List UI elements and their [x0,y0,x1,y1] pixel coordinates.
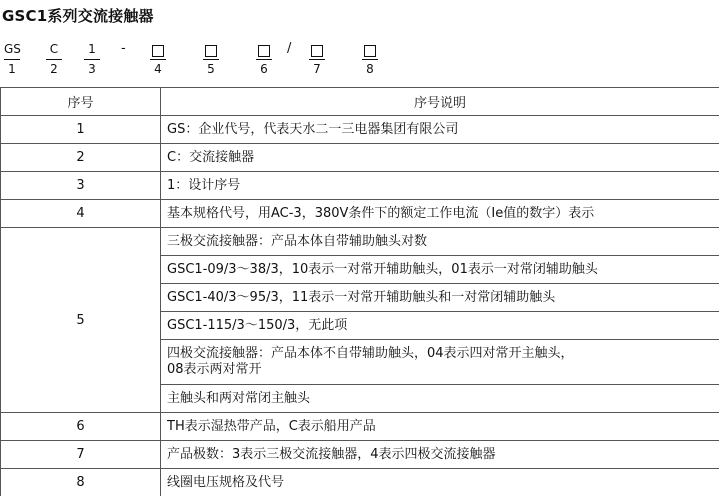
column-header-number: 序号 [1,88,161,116]
row-description: 主触头和两对常闭主触头 [161,385,719,413]
row-description: GSC1-115/3～150/3，无此项 [161,312,719,340]
code-slash: / [287,41,292,56]
model-code-diagram [0,40,719,80]
table-header-row [1,88,719,116]
code-segment-index: 4 [154,62,162,76]
code-segment-index: 6 [260,62,268,76]
code-segment-5 [203,40,219,77]
code-segment-2 [46,40,62,77]
code-segment-7 [309,40,325,77]
row-description: 产品极数：3表示三极交流接触器，4表示四极交流接触器 [161,441,719,469]
document-title: GSC1系列交流接触器 [2,7,154,25]
row-description: GSC1-09/3～38/3，10表示一对常开辅助触头，01表示一对常闭辅助触头 [161,256,719,284]
row-number: 5 [1,228,161,413]
row-description: C：交流接触器 [161,144,719,172]
code-segment-6 [256,40,272,77]
row-number: 1 [1,116,161,144]
code-segment-index: 1 [8,62,16,76]
code-placeholder-box [152,45,164,57]
table-row [1,469,719,497]
code-segment-rule [256,59,272,60]
table-row [1,144,719,172]
row-description: 三极交流接触器：产品本体自带辅助触头对数 [161,228,719,256]
table-row [1,441,719,469]
table-row [1,172,719,200]
code-placeholder-box [364,45,376,57]
row-number: 4 [1,200,161,228]
code-placeholder-box [258,45,270,57]
code-segment-1 [4,40,20,77]
code-segment-index: 8 [366,62,374,76]
row-number: 6 [1,413,161,441]
row-description: 1：设计序号 [161,172,719,200]
table-row [1,200,719,228]
code-segment-index: 2 [50,62,58,76]
code-segment-index: 3 [88,62,96,76]
code-segment-3 [84,40,100,77]
row-number: 7 [1,441,161,469]
code-placeholder-box [205,45,217,57]
row-description: 四极交流接触器：产品本体不自带辅助触头，04表示四对常开主触头， 08表示两对常开 [161,340,719,385]
code-segment-rule [309,59,325,60]
table-row [1,413,719,441]
code-segment-8 [362,40,378,77]
row-description: GSC1-40/3～95/3，11表示一对常开辅助触头和一对常闭辅助触头 [161,284,719,312]
spec-table [0,87,719,496]
code-segment-rule [4,59,20,60]
code-segment-rule [362,59,378,60]
row-description: 基本规格代号，用AC-3，380V条件下的额定工作电流（Ie值的数字）表示 [161,200,719,228]
code-segment-index: 7 [313,62,321,76]
table-row [1,228,719,256]
row-description: TH表示湿热带产品，C表示船用产品 [161,413,719,441]
code-segment-rule [46,59,62,60]
code-segment-text: GS [4,42,21,56]
row-description: 线圈电压规格及代号 [161,469,719,497]
code-segment-index: 5 [207,62,215,76]
row-number: 8 [1,469,161,497]
code-segment-rule [150,59,166,60]
code-segment-text: 1 [88,42,96,56]
code-segment-text: C [49,42,59,56]
column-header-description: 序号说明 [161,88,719,116]
row-number: 2 [1,144,161,172]
row-description: GS：企业代号，代表天水二一三电器集团有限公司 [161,116,719,144]
code-segment-rule [84,59,100,60]
table-row [1,116,719,144]
code-segment-4 [150,40,166,77]
code-segment-rule [203,59,219,60]
code-dash: - [121,41,126,56]
row-number: 3 [1,172,161,200]
code-placeholder-box [311,45,323,57]
